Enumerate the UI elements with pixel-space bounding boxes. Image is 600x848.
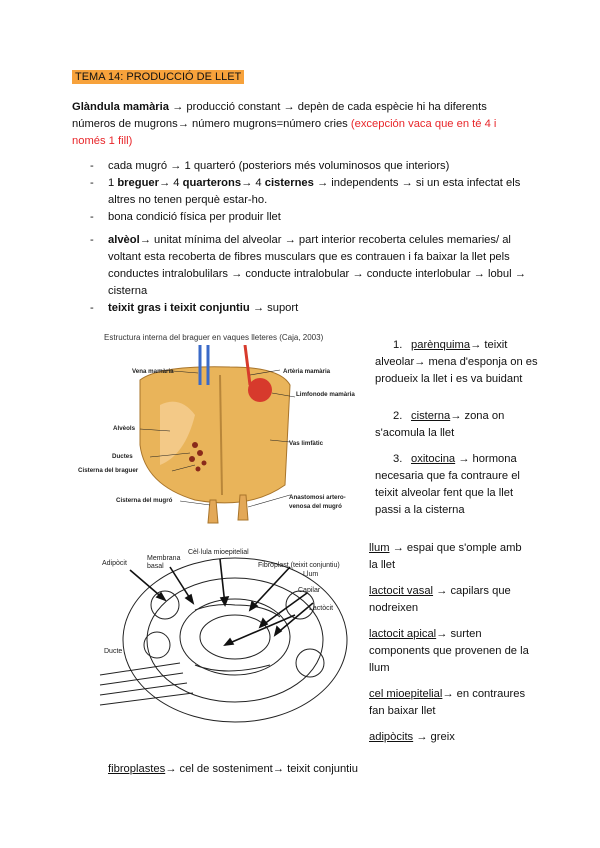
label-anastomosi: Anastomosi artero-venosa del mugró — [289, 494, 346, 510]
numbered-item: 1. parènquima→ teixit alveolar→ mena d'esponja on es produeix la llet i es va buidant — [375, 339, 538, 385]
list-item: - alvèol→ unitat mínima del alveolar → part interior recoberta celules memaries/ al voltant esta recoberta de fibres musculars que es contrauen i fa baixar la llet pels conductes intralobulilars → conducte intralobular → conducte interlobular → lobul → cisterna — [90, 232, 530, 300]
definition-item: cel mioepitelial→ en contraures fan baixar llet — [369, 688, 526, 717]
alveolus-diagram — [95, 545, 360, 750]
label-adipocit: Adipòcit — [102, 560, 127, 567]
definition-item: adipòcits → greix — [369, 731, 455, 743]
numbered-item: 3. oxitocina → hormona necesaria que fa contraure el teixit alveolar fent que la llet passi a la cisterna — [375, 453, 520, 516]
label-lactocit: Lactòcit — [309, 605, 334, 612]
label-fibroplast: Fibroplast (teixit conjuntiu) — [258, 562, 340, 569]
label-membrana: Membrana basal — [147, 555, 181, 570]
definition-item: lactocit apical→ surten components que provenen de la llum — [369, 628, 529, 674]
figure1-caption: Estructura interna del braguer en vaques lleteres (Caja, 2003) — [104, 333, 324, 342]
label-llum: Llum — [303, 571, 319, 578]
label-arteria: Artèria mamària — [283, 368, 331, 375]
list-item: - teixit gras i teixit conjuntiu → suport — [90, 300, 530, 317]
label-vena: Vena mamària — [132, 368, 174, 375]
label-limfonode: Limfonode mamària — [296, 391, 355, 398]
list-item: - bona condició física per produir llet — [90, 209, 530, 226]
definition-item: lactocit vasal → capilars que nodreixen — [369, 585, 511, 614]
list-1 — [90, 158, 530, 226]
label-ducte: Ducte — [104, 648, 123, 655]
label-capilar: Capilar — [298, 587, 321, 594]
label-cisterna-braguer: Cisterna del braguer — [78, 467, 139, 474]
list-2 — [90, 232, 530, 317]
label-cisterna-mugro: Cisterna del mugró — [116, 497, 173, 504]
label-vas: Vas limfàtic — [289, 440, 324, 447]
label-mioepitelial: Cèl·lula mioepitelial — [188, 549, 249, 556]
label-ductes: Ductes — [112, 453, 133, 460]
intro-note: (excepción vaca que en té 4 i només 1 fill) — [72, 118, 497, 147]
intro-paragraph — [72, 99, 532, 150]
definition-item: llum → espai que s'omple amb la llet — [369, 542, 522, 571]
list-item: - 1 breguer→ 4 quarterons→ 4 cisternes → independents → si un esta infectat els altres no tenen perquè estar-ho. — [90, 175, 530, 209]
page-title: TEMA 14: PRODUCCIÓ DE LLET — [72, 70, 244, 84]
fibroplast-definition: fibroplastes→ cel de sosteniment→ teixit conjuntiu — [108, 763, 358, 775]
numbered-item: 2. cisterna→ zona on s'acomula la llet — [375, 410, 505, 439]
list-item: - cada mugró → 1 quarteró (posteriors més voluminosos que interiors) — [90, 158, 530, 175]
intro-term: Glàndula mamària — [72, 101, 169, 113]
intro-text: → producció constant → depèn de cada espècie hi ha diferents números de mugrons→ número mugrons=número cries — [72, 101, 487, 130]
label-alveols: Alvèols — [113, 425, 136, 432]
